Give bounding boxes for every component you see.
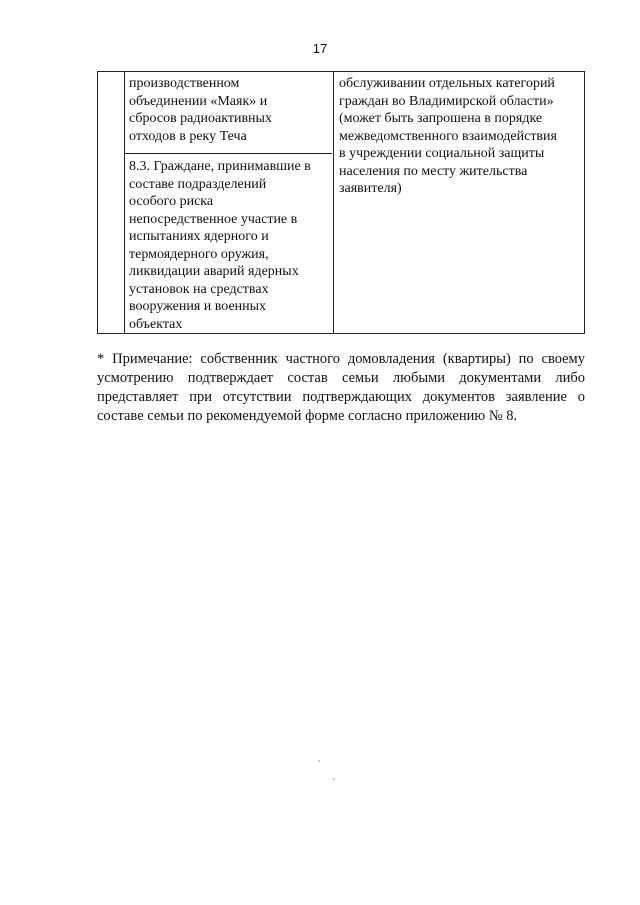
text-line: заявителя): [339, 181, 402, 196]
text-line: ликвидации аварий ядерных: [129, 264, 299, 279]
text-line: межведомственного взаимодействия: [339, 128, 557, 144]
text-line: 8.3. Граждане, принимавшие в: [129, 159, 311, 174]
scan-speck: [318, 760, 320, 762]
text-line: граждан во Владимирской области»: [339, 93, 554, 109]
text-line: объединении «Маяк» и: [129, 93, 268, 109]
page-number: 17: [312, 41, 328, 56]
document-table: [97, 71, 585, 334]
scan-speck: [333, 778, 335, 780]
footnote: * Примечание: собственник частного домовладения (квартиры) по своему усмотрению подтверждает состав семьи любыми документами либо представляет при отсутствии подтверждающих документов заявление о составе семьи по рекомендуемой форме согласно приложению № 8.: [97, 351, 585, 424]
table-cell-upper: [125, 72, 332, 154]
source-cell-text: [339, 75, 579, 198]
text-line: в учреждении социальной защиты: [339, 146, 545, 161]
text-line: составе подразделений: [129, 176, 267, 192]
text-line: установок на средствах: [129, 281, 269, 297]
table-column-empty: [98, 72, 125, 333]
text-line: (может быть запрошена в порядке: [339, 111, 543, 126]
text-line: непосредственное участие в: [129, 211, 298, 227]
table-cell-lower: [129, 158, 331, 333]
text-line: испытаниях ядерного и: [129, 229, 269, 244]
text-line: производственном: [129, 76, 240, 91]
text-line: объектах: [129, 316, 183, 332]
table-column-source: [334, 72, 584, 333]
table-column-category: [125, 72, 334, 333]
text-line: населения по месту жительства: [339, 163, 528, 179]
text-line: термоядерного оружия,: [129, 246, 269, 262]
text-line: обслуживании отдельных категорий: [339, 76, 555, 91]
upper-cell-text: [129, 75, 329, 145]
text-line: отходов в реку Теча: [129, 128, 247, 144]
text-line: особого риска: [129, 194, 214, 209]
text-line: вооружения и военных: [129, 299, 267, 314]
text-line: сбросов радиоактивных: [129, 111, 272, 126]
